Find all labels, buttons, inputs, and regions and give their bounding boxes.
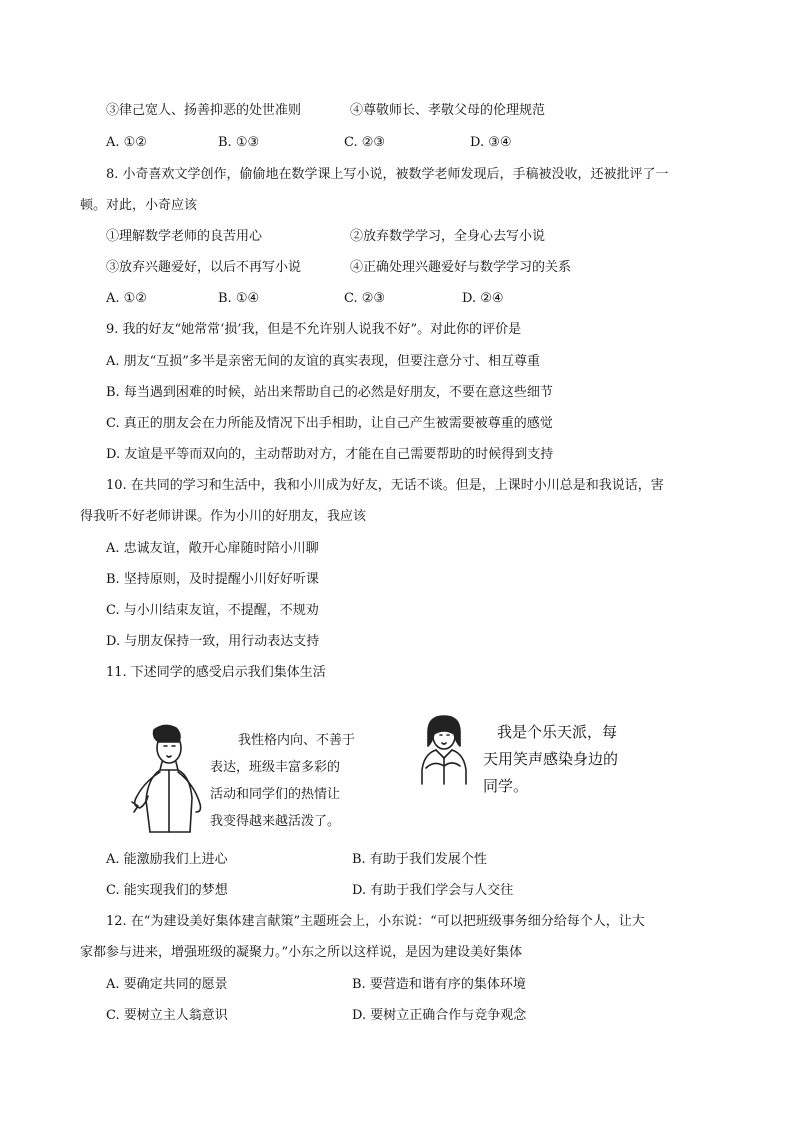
- girl-speech-line-1: 我是个乐天派，每: [497, 723, 618, 741]
- q7-option-c[interactable]: C. ②③: [344, 135, 386, 150]
- q10-option-b[interactable]: B. 坚持原则，及时提醒小川好好听课: [106, 572, 319, 587]
- q8-option-d[interactable]: D. ②④: [462, 291, 504, 306]
- q10-stem-line-1: 10. 在共同的学习和生活中，我和小川成为好友，无话不谈。但是，上课时小川总是和我说话，害: [106, 478, 664, 493]
- q12-stem-line-1: 12. 在“为建设美好集体建言献策”主题班会上，小东说：“可以把班级事务细分给每个人，让大: [106, 914, 645, 929]
- q9-option-d[interactable]: D. 友谊是平等而双向的，主动帮助对方，才能在自己需要帮助的时候得到支持: [106, 447, 554, 462]
- boy-speech-line-4: 我变得越来越活泼了。: [210, 814, 341, 829]
- q12-option-c[interactable]: C. 要树立主人翁意识: [106, 1008, 228, 1023]
- q11-option-d[interactable]: D. 有助于我们学会与人交往: [352, 883, 514, 898]
- q11-option-c[interactable]: C. 能实现我们的梦想: [106, 883, 228, 898]
- q9-option-c[interactable]: C. 真正的朋友会在力所能及情况下出手相助，让自己产生被需要被尊重的感觉: [106, 416, 553, 431]
- girl-speech-line-3: 同学。: [483, 777, 529, 795]
- q10-option-c[interactable]: C. 与小川结束友谊，不提醒，不规劝: [106, 603, 319, 618]
- q11-option-b[interactable]: B. 有助于我们发展个性: [352, 852, 487, 867]
- boy-student-illustration: [124, 720, 214, 840]
- boy-speech-line-2: 表达，班级丰富多彩的: [210, 760, 341, 775]
- q8-stem-line-2: 顿。对此，小奇应该: [80, 198, 198, 213]
- q8-stem-line-1: 8. 小奇喜欢文学创作，偷偷地在数学课上写小说，被数学老师发现后，手稿被没收，还被批评了一: [106, 167, 669, 182]
- q8-item-1: ①理解数学老师的良苦用心: [106, 229, 263, 244]
- girl-speech-text: [483, 719, 618, 800]
- q11-option-a[interactable]: A. 能激励我们上进心: [106, 852, 228, 867]
- q8-option-b[interactable]: B. ①④: [218, 291, 260, 306]
- q7-option-d[interactable]: D. ③④: [470, 135, 512, 150]
- q7-item-4: ④尊敬师长、孝敬父母的伦理规范: [350, 103, 546, 118]
- q12-stem-line-2: 家都参与进来，增强班级的凝聚力。”小东之所以这样说，是因为建设美好集体: [80, 945, 523, 960]
- q9-option-a[interactable]: A. 朋友“互损”多半是亲密无间的友谊的真实表现，但要注意分寸、相互尊重: [106, 354, 540, 369]
- q8-item-2: ②放弃数学学习，全身心去写小说: [350, 229, 546, 244]
- boy-speech-text: [210, 727, 355, 835]
- q8-option-a[interactable]: A. ①②: [106, 291, 147, 306]
- q7-item-3: ③律己宽人、扬善抑恶的处世准则: [106, 103, 302, 118]
- q10-option-d[interactable]: D. 与朋友保持一致，用行动表达支持: [106, 634, 320, 649]
- q8-item-4: ④正确处理兴趣爱好与数学学习的关系: [350, 260, 572, 275]
- q8-item-3: ③放弃兴趣爱好，以后不再写小说: [106, 260, 302, 275]
- boy-speech-line-3: 活动和同学们的热情让: [210, 787, 341, 802]
- girl-student-illustration: [414, 712, 476, 786]
- q10-stem-line-2: 得我听不好老师讲课。作为小川的好朋友，我应该: [80, 509, 367, 524]
- q8-option-c[interactable]: C. ②③: [344, 291, 386, 306]
- boy-speech-line-1: 我性格内向、不善于: [238, 733, 356, 748]
- q9-option-b[interactable]: B. 每当遇到困难的时候，站出来帮助自己的必然是好朋友，不要在意这些细节: [106, 385, 553, 400]
- q9-stem: 9. 我的好友“她常常‘损’我，但是不允许别人说我不好”。对此你的评价是: [106, 322, 522, 337]
- q10-option-a[interactable]: A. 忠诚友谊，敞开心扉随时陪小川聊: [106, 541, 319, 556]
- q12-option-d[interactable]: D. 要树立正确合作与竞争观念: [352, 1008, 527, 1023]
- q7-option-a[interactable]: A. ①②: [106, 135, 147, 150]
- q7-options: [106, 134, 706, 152]
- girl-speech-line-2: 天用笑声感染身边的: [483, 750, 619, 768]
- q12-option-a[interactable]: A. 要确定共同的愿景: [106, 977, 228, 992]
- q12-option-b[interactable]: B. 要营造和谐有序的集体环境: [352, 977, 526, 992]
- q7-option-b[interactable]: B. ①③: [218, 135, 260, 150]
- q11-stem: 11. 下述同学的感受启示我们集体生活: [106, 665, 326, 680]
- q8-options: [106, 290, 706, 308]
